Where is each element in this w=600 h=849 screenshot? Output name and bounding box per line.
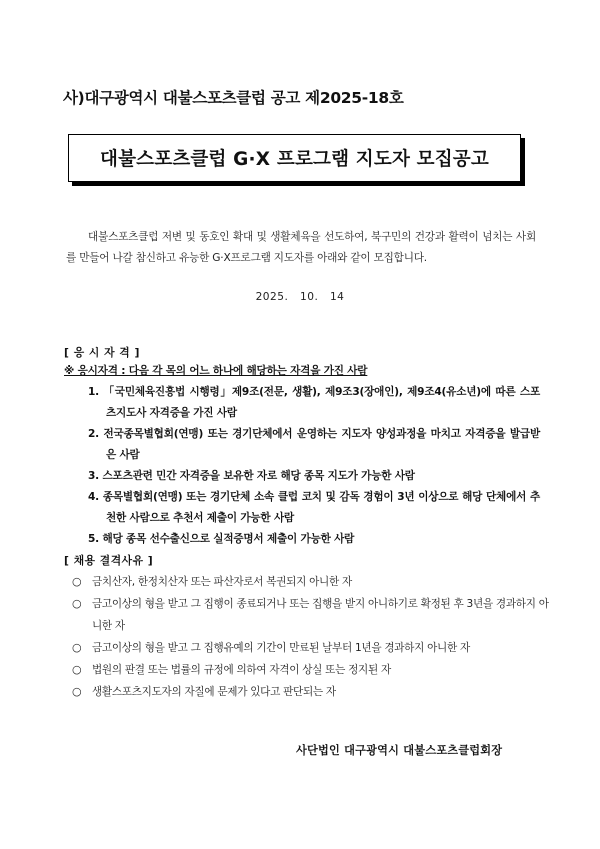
- notice-number: 사)대구광역시 대불스포츠클럽 공고 제2025-18호: [63, 89, 404, 107]
- qualification-number: 3.: [88, 470, 99, 482]
- qualification-text: 스포츠관련 민간 자격증을 보유한 자로 해당 종목 지도가 가능한 사람: [102, 470, 415, 482]
- disqualification-text: 금고이상의 형을 받고 그 집행이 종료되거나 또는 집행을 받지 아니하기로 확정된 후 3년을 경과하지 아니한 자: [92, 598, 549, 632]
- qualification-number: 1.: [88, 386, 99, 398]
- qualification-text: 해당 종목 선수출신으로 실적증명서 제출이 가능한 사람: [102, 533, 355, 545]
- intro-paragraph: 대불스포츠클럽 저변 및 동호인 확대 및 생활체육을 선도하여, 북구민의 건강과 활력이 넘치는 사회를 만들어 나갈 참신하고 유능한 G·X프로그램 지도자를 아래와 같이 모집합니다.: [66, 230, 536, 264]
- document-title: 대불스포츠클럽 G·X 프로그램 지도자 모집공고: [100, 149, 489, 170]
- title-box: [68, 134, 521, 182]
- qualification-text: 종목별협회(연맹) 또는 경기단체 소속 클럽 코치 및 감독 경험이 3년 이상으로 해당 단체에서 추천한 사람으로 추천서 제출이 가능한 사람: [102, 491, 540, 524]
- disqualification-item: [72, 593, 558, 637]
- disqualification-item: [72, 659, 558, 681]
- qualifications-header: [ 응 시 자 격 ]: [64, 346, 140, 359]
- circle-bullet-icon: ○: [72, 641, 82, 654]
- qualification-text: 「국민체육진흥법 시행령」제9조(전문, 생활), 제9조3(장애인), 제9조4(유소년)에 따른 스포츠지도사 자격증을 가진 사람: [103, 386, 540, 419]
- qualification-text: 전국종목별협회(연맹) 또는 경기단체에서 운영하는 지도자 양성과정을 마치고 자격증을 발급받은 사람: [103, 428, 540, 461]
- qualification-item: [88, 382, 540, 424]
- qualification-item: [88, 529, 540, 550]
- signature-line: 사단법인 대구광역시 대불스포츠클럽회장: [296, 744, 503, 757]
- notice-date: 2025. 10. 14: [255, 291, 345, 303]
- qualifications-intro: ※ 응시자격 : 다음 각 목의 어느 하나에 해당하는 자격을 가진 사람: [64, 365, 368, 377]
- circle-bullet-icon: ○: [72, 597, 82, 610]
- disqualification-text: 법원의 판결 또는 법률의 규정에 의하여 자격이 상실 또는 정지된 자: [92, 664, 391, 676]
- qualification-number: 5.: [88, 533, 99, 545]
- disqualification-text: 금치산자, 한정치산자 또는 파산자로서 복권되지 아니한 자: [92, 576, 352, 588]
- circle-bullet-icon: ○: [72, 685, 82, 698]
- disqualifications-header: [ 채용 결격사유 ]: [64, 554, 154, 567]
- circle-bullet-icon: ○: [72, 663, 82, 676]
- disqualification-item: [72, 571, 558, 593]
- disqualification-item: [72, 637, 558, 659]
- qualification-number: 2.: [88, 428, 99, 440]
- circle-bullet-icon: ○: [72, 575, 82, 588]
- qualification-item: [88, 424, 540, 466]
- qualification-number: 4.: [88, 491, 99, 503]
- qualification-item: [88, 487, 540, 529]
- qualification-item: [88, 466, 540, 487]
- disqualification-text: 금고이상의 형을 받고 그 집행유예의 기간이 만료된 날부터 1년을 경과하지 아니한 자: [92, 642, 470, 654]
- disqualification-text: 생활스포츠지도자의 자질에 문제가 있다고 판단되는 자: [92, 686, 336, 698]
- disqualification-item: [72, 681, 558, 703]
